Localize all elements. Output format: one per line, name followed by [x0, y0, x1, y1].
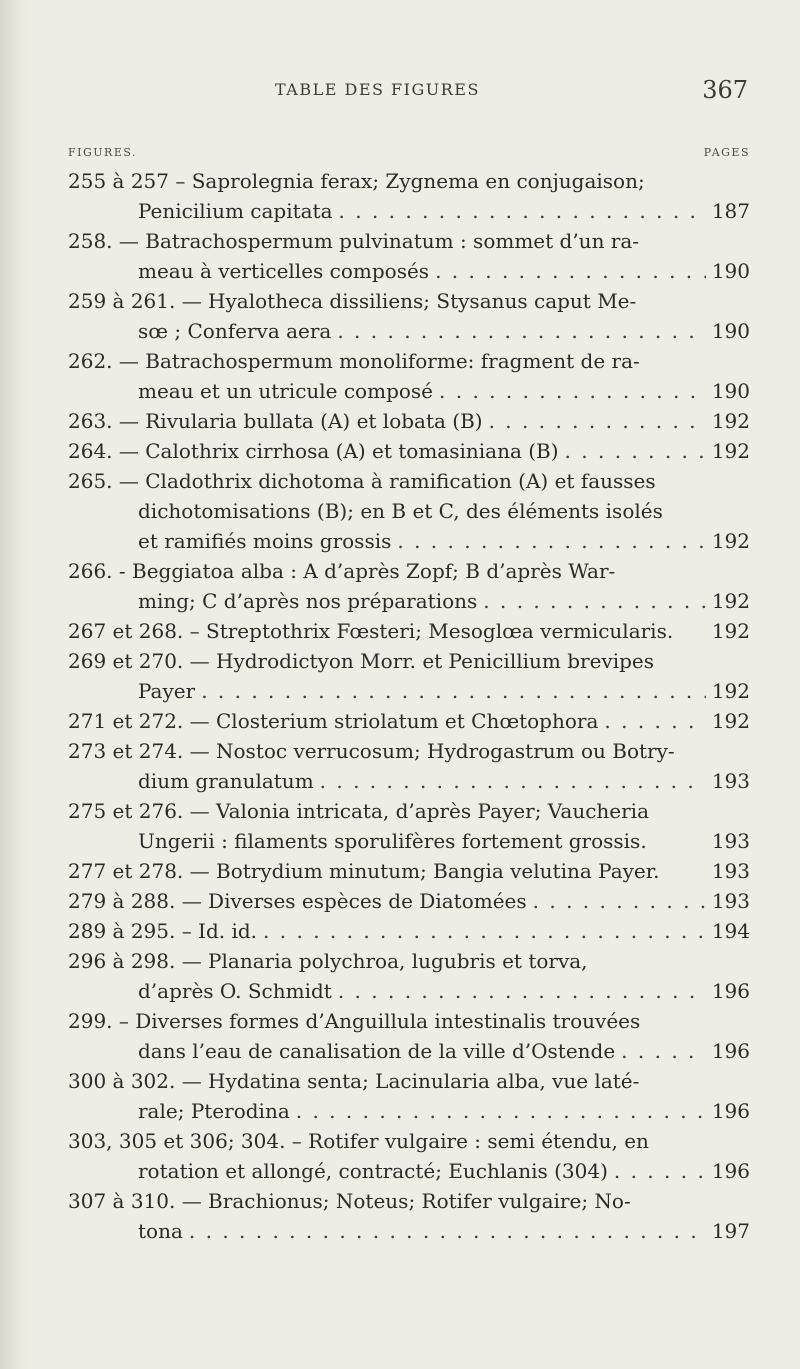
figure-caption-text: rotation et allongé, contracté; Euchlanis (304): [138, 1159, 608, 1183]
figure-entry-continuation: [68, 766, 750, 796]
figure-entry-line: [68, 736, 750, 766]
figure-caption-text: dium granulatum: [138, 769, 314, 793]
figure-caption-text: 266. - Beggiatoa alba : A d’après Zopf; B d’après War-: [68, 559, 616, 583]
figure-caption-text: 262. — Batrachospermum monoliforme: fragment de ra-: [68, 349, 640, 373]
figure-caption-text: 275 et 276. — Valonia intricata, d’après Payer; Vaucheria: [68, 799, 649, 823]
figure-caption-text: dans l’eau de canalisation de la ville d’Ostende: [138, 1039, 616, 1063]
figure-entry-line: [68, 1006, 750, 1036]
figure-caption-text: sœ ; Conferva aera: [138, 319, 332, 343]
figure-caption-text: 267 et 268. – Streptothrix Fœsteri; Mesoglœa vermicularis.: [68, 619, 674, 643]
figure-entry-line: [68, 946, 750, 976]
figure-entry-line: [68, 166, 750, 196]
figure-page-number: 192: [711, 709, 750, 733]
figure-caption-text: 279 à 288. — Diverses espèces de Diatomées: [68, 889, 527, 913]
figure-entry-continuation: [68, 196, 750, 226]
dot-leader: [183, 1216, 706, 1246]
figure-page-number: 192: [711, 679, 750, 703]
column-headings: [68, 146, 750, 166]
figure-page-number: 196: [711, 979, 750, 1003]
figure-caption-text: rale; Pterodina: [138, 1099, 290, 1123]
figure-entry: [68, 166, 750, 226]
figure-entry-line: [68, 796, 750, 826]
figure-caption-text: 258. — Batrachospermum pulvinatum : sommet d’un ra-: [68, 229, 640, 253]
figure-entry-line: [68, 856, 750, 886]
page-gutter-shadow: [0, 0, 30, 1369]
figure-page-number: 190: [711, 379, 750, 403]
figure-entry-continuation: [68, 316, 750, 346]
figure-page-number: 196: [711, 1099, 750, 1123]
page-header: [0, 76, 800, 110]
figure-entry: [68, 406, 750, 436]
figure-caption-text: d’après O. Schmidt: [138, 979, 332, 1003]
figure-entry: [68, 286, 750, 346]
figure-caption-text: tona: [138, 1219, 183, 1243]
figure-entry-line: [68, 616, 750, 646]
figure-entry: [68, 1006, 750, 1066]
figure-page-number: 193: [711, 889, 750, 913]
figure-page-number: 193: [711, 769, 750, 793]
figure-page-number: 193: [711, 829, 750, 853]
figure-entry: [68, 436, 750, 466]
figure-entry-line: [68, 916, 750, 946]
figure-caption-text: 299. – Diverses formes d’Anguillula intestinalis trouvées: [68, 1009, 641, 1033]
figure-caption-text: ming; C d’après nos préparations: [138, 589, 478, 613]
figure-entry-continuation: [68, 1216, 750, 1246]
figure-caption-text: 307 à 310. — Brachionus; Noteus; Rotifer vulgaire; No-: [68, 1189, 631, 1213]
figure-entry-continuation: [68, 826, 750, 856]
figure-caption-text: meau et un utricule composé: [138, 379, 434, 403]
dot-leader: [598, 706, 706, 736]
figure-entry: [68, 886, 750, 916]
figure-entry-line: [68, 1186, 750, 1216]
running-title: TABLE DES FIGURES: [275, 80, 480, 99]
figure-page-number: 192: [711, 409, 750, 433]
figure-caption-text: 296 à 298. — Planaria polychroa, lugubris et torva,: [68, 949, 588, 973]
dot-leader: [314, 766, 706, 796]
figure-entry-line: [68, 646, 750, 676]
dot-leader: [559, 436, 706, 466]
figure-entry-continuation: [68, 376, 750, 406]
figure-entry: [68, 916, 750, 946]
figure-entry: [68, 1186, 750, 1246]
figure-entry: [68, 1126, 750, 1186]
figure-caption-text: 265. — Cladothrix dichotoma à ramification (A) et fausses: [68, 469, 656, 493]
figure-entry: [68, 556, 750, 616]
figure-entry-continuation: [68, 526, 750, 556]
figure-entry-continuation: [68, 256, 750, 286]
figure-caption-text: 277 et 278. — Botrydium minutum; Bangia velutina Payer.: [68, 859, 660, 883]
figure-page-number: 194: [711, 919, 750, 943]
figure-page-number: 196: [711, 1159, 750, 1183]
figure-entry-continuation: [68, 676, 750, 706]
figure-caption-text: dichotomisations (B); en B et C, des éléments isolés: [138, 499, 663, 523]
figure-entry-continuation: [68, 586, 750, 616]
figure-entry-continuation: [68, 1156, 750, 1186]
figure-caption-text: 289 à 295. – Id. id.: [68, 919, 258, 943]
figure-entry: [68, 646, 750, 706]
figure-list: [68, 166, 750, 1246]
page-number: 367: [702, 76, 748, 104]
figure-entry: [68, 226, 750, 286]
figure-caption-text: 259 à 261. — Hyalotheca dissiliens; Stysanus caput Me-: [68, 289, 637, 313]
figure-entry-continuation: [68, 496, 750, 526]
figure-entry-line: [68, 1126, 750, 1156]
figure-caption-text: Payer: [138, 679, 196, 703]
figure-caption-text: meau à verticelles composés: [138, 259, 430, 283]
dot-leader: [477, 586, 706, 616]
figure-caption-text: Penicilium capitata: [138, 199, 333, 223]
figure-caption-text: et ramifiés moins grossis: [138, 529, 392, 553]
figure-page-number: 192: [711, 439, 750, 463]
figure-page-number: 192: [711, 619, 750, 643]
figure-page-number: 197: [711, 1219, 750, 1243]
figure-entry-continuation: [68, 1036, 750, 1066]
figure-caption-text: Ungerii : filaments sporulifères fortement grossis.: [138, 829, 647, 853]
figure-entry: [68, 1066, 750, 1126]
figure-page-number: 192: [711, 529, 750, 553]
figure-entry-line: [68, 286, 750, 316]
figure-entry-line: [68, 556, 750, 586]
figure-entry-line: [68, 436, 750, 466]
figure-page-number: 196: [711, 1039, 750, 1063]
pages-column-heading: PAGES: [703, 146, 750, 159]
dot-leader: [483, 406, 706, 436]
dot-leader: [615, 1036, 706, 1066]
figure-page-number: 193: [711, 859, 750, 883]
figure-entry-line: [68, 226, 750, 256]
figure-entry: [68, 856, 750, 886]
figure-page-number: 187: [711, 199, 750, 223]
figure-caption-text: 300 à 302. — Hydatina senta; Lacinularia alba, vue laté-: [68, 1069, 640, 1093]
figure-caption-text: 263. — Rivularia bullata (A) et lobata (B): [68, 409, 483, 433]
figure-entry: [68, 616, 750, 646]
figure-entry: [68, 946, 750, 1006]
figure-entry-line: [68, 346, 750, 376]
dot-leader: [195, 676, 706, 706]
figure-caption-text: 255 à 257 – Saprolegnia ferax; Zygnema en conjugaison;: [68, 169, 645, 193]
figure-entry: [68, 346, 750, 406]
figure-caption-text: 271 et 272. — Closterium striolatum et Chœtophora: [68, 709, 599, 733]
dot-leader: [527, 886, 706, 916]
dot-leader: [433, 376, 706, 406]
dot-leader: [332, 976, 706, 1006]
figure-entry-continuation: [68, 976, 750, 1006]
figure-caption-text: 303, 305 et 306; 304. – Rotifer vulgaire : semi étendu, en: [68, 1129, 649, 1153]
dot-leader: [429, 256, 706, 286]
figure-entry: [68, 706, 750, 736]
figure-entry: [68, 796, 750, 856]
dot-leader: [333, 196, 706, 226]
figure-page-number: 190: [711, 319, 750, 343]
dot-leader: [391, 526, 706, 556]
figure-page-number: 192: [711, 589, 750, 613]
figure-caption-text: 273 et 274. — Nostoc verrucosum; Hydrogastrum ou Botry-: [68, 739, 675, 763]
dot-leader: [608, 1156, 706, 1186]
dot-leader: [257, 916, 706, 946]
dot-leader: [290, 1096, 706, 1126]
figure-entry-line: [68, 706, 750, 736]
figure-entry-line: [68, 1066, 750, 1096]
figure-caption-text: 269 et 270. — Hydrodictyon Morr. et Penicillium brevipes: [68, 649, 655, 673]
figure-entry-continuation: [68, 1096, 750, 1126]
figure-entry: [68, 466, 750, 556]
figure-entry-line: [68, 406, 750, 436]
figure-entry-line: [68, 466, 750, 496]
figure-page-number: 190: [711, 259, 750, 283]
figure-entry-line: [68, 886, 750, 916]
figures-column-heading: FIGURES.: [68, 146, 137, 159]
figure-caption-text: 264. — Calothrix cirrhosa (A) et tomasiniana (B): [68, 439, 559, 463]
figure-entry: [68, 736, 750, 796]
dot-leader: [331, 316, 706, 346]
